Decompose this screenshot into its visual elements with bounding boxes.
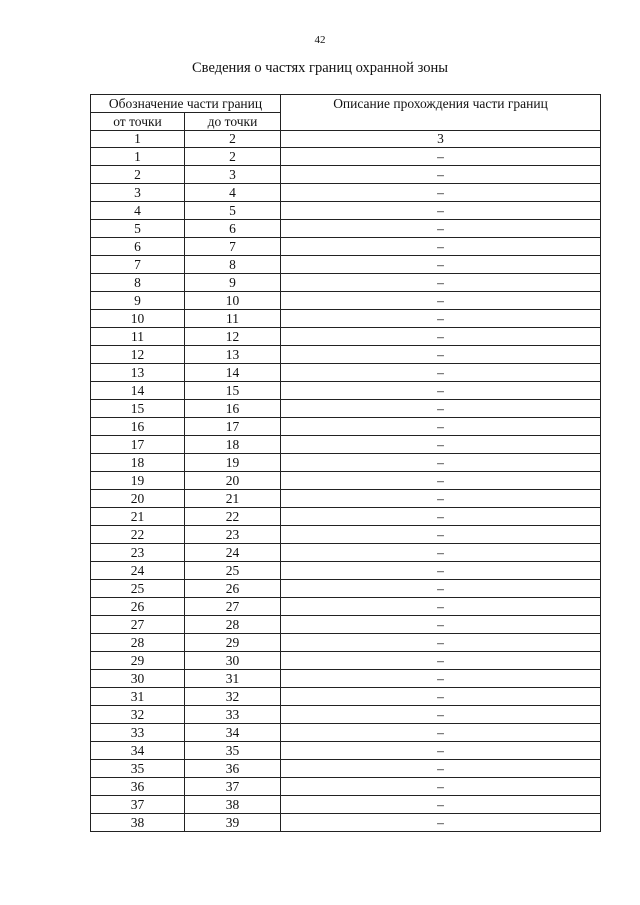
from-point-cell: 19: [91, 472, 185, 490]
to-point-cell: 11: [185, 310, 281, 328]
to-point-cell: 29: [185, 634, 281, 652]
to-point-cell: 6: [185, 220, 281, 238]
table-row: [91, 400, 601, 418]
table-row: [91, 796, 601, 814]
from-point-cell: 11: [91, 328, 185, 346]
to-point-cell: 16: [185, 400, 281, 418]
table-row: [91, 202, 601, 220]
to-point-cell: 36: [185, 760, 281, 778]
to-point-cell: 4: [185, 184, 281, 202]
to-point-cell: 35: [185, 742, 281, 760]
from-point-cell: 16: [91, 418, 185, 436]
from-point-cell: 27: [91, 616, 185, 634]
to-point-cell: 9: [185, 274, 281, 292]
from-point-cell: 38: [91, 814, 185, 832]
table-row: [91, 580, 601, 598]
from-point-cell: 13: [91, 364, 185, 382]
from-point-cell: 4: [91, 202, 185, 220]
from-point-cell: 28: [91, 634, 185, 652]
table-row: [91, 544, 601, 562]
table-row: [91, 562, 601, 580]
to-point-cell: 21: [185, 490, 281, 508]
table-row: [91, 292, 601, 310]
to-point-cell: 22: [185, 508, 281, 526]
to-point-cell: 38: [185, 796, 281, 814]
description-cell: –: [281, 382, 601, 400]
description-cell: –: [281, 292, 601, 310]
to-point-cell: 13: [185, 346, 281, 364]
from-point-cell: 5: [91, 220, 185, 238]
description-cell: –: [281, 238, 601, 256]
table-row: [91, 490, 601, 508]
from-point-cell: 9: [91, 292, 185, 310]
description-cell: –: [281, 562, 601, 580]
to-point-cell: 33: [185, 706, 281, 724]
to-point-cell: 15: [185, 382, 281, 400]
from-point-cell: 21: [91, 508, 185, 526]
description-cell: –: [281, 472, 601, 490]
table-row: [91, 616, 601, 634]
to-point-cell: 24: [185, 544, 281, 562]
table-row: [91, 454, 601, 472]
table-row: [91, 184, 601, 202]
table-row: [91, 166, 601, 184]
table-row: [91, 148, 601, 166]
to-point-cell: 31: [185, 670, 281, 688]
from-point-cell: 25: [91, 580, 185, 598]
table-row: [91, 760, 601, 778]
to-point-cell: 37: [185, 778, 281, 796]
table-row: [91, 670, 601, 688]
from-point-cell: 34: [91, 742, 185, 760]
from-point-cell: 35: [91, 760, 185, 778]
description-cell: –: [281, 742, 601, 760]
to-point-cell: 23: [185, 526, 281, 544]
to-point-cell: 26: [185, 580, 281, 598]
page-number: 42: [314, 34, 326, 46]
from-point-cell: 22: [91, 526, 185, 544]
description-cell: –: [281, 526, 601, 544]
to-point-cell: 5: [185, 202, 281, 220]
table-row: [91, 652, 601, 670]
table-row: [91, 724, 601, 742]
description-cell: –: [281, 166, 601, 184]
table-row: [91, 526, 601, 544]
to-point-cell: 19: [185, 454, 281, 472]
table-row: [91, 346, 601, 364]
to-point-cell: 32: [185, 688, 281, 706]
description-cell: –: [281, 184, 601, 202]
from-point-cell: 17: [91, 436, 185, 454]
description-cell: –: [281, 508, 601, 526]
description-cell: –: [281, 724, 601, 742]
from-point-cell: 18: [91, 454, 185, 472]
description-cell: –: [281, 148, 601, 166]
from-point-cell: 20: [91, 490, 185, 508]
from-point-cell: 29: [91, 652, 185, 670]
to-point-cell: 39: [185, 814, 281, 832]
column-number: 1: [91, 131, 185, 148]
group-header: Обозначение части границ: [91, 95, 281, 113]
table-row: [91, 310, 601, 328]
description-cell: –: [281, 364, 601, 382]
from-point-cell: 8: [91, 274, 185, 292]
from-point-cell: 36: [91, 778, 185, 796]
from-point-cell: 12: [91, 346, 185, 364]
boundary-parts-table: [90, 94, 601, 832]
table-body: [91, 148, 601, 832]
table-row: [91, 436, 601, 454]
from-point-cell: 23: [91, 544, 185, 562]
to-point-cell: 25: [185, 562, 281, 580]
description-cell: –: [281, 418, 601, 436]
table-row: [91, 328, 601, 346]
table-row: [91, 256, 601, 274]
description-cell: –: [281, 220, 601, 238]
page-title: Сведения о частях границ охранной зоны: [192, 60, 448, 76]
table-row: [91, 274, 601, 292]
description-cell: –: [281, 328, 601, 346]
table-row: [91, 238, 601, 256]
table-row: [91, 508, 601, 526]
from-point-cell: 26: [91, 598, 185, 616]
from-point-cell: 1: [91, 148, 185, 166]
from-point-cell: 24: [91, 562, 185, 580]
table-row: [91, 220, 601, 238]
table-row: [91, 472, 601, 490]
description-cell: –: [281, 616, 601, 634]
to-point-cell: 3: [185, 166, 281, 184]
description-cell: –: [281, 274, 601, 292]
to-point-cell: 10: [185, 292, 281, 310]
description-cell: –: [281, 202, 601, 220]
table-row: [91, 382, 601, 400]
from-point-cell: 14: [91, 382, 185, 400]
description-cell: –: [281, 634, 601, 652]
from-point-cell: 30: [91, 670, 185, 688]
description-cell: –: [281, 400, 601, 418]
to-point-cell: 2: [185, 148, 281, 166]
description-cell: –: [281, 598, 601, 616]
to-point-cell: 8: [185, 256, 281, 274]
to-point-cell: 7: [185, 238, 281, 256]
description-cell: –: [281, 670, 601, 688]
to-point-header: до точки: [185, 113, 281, 131]
to-point-cell: 17: [185, 418, 281, 436]
to-point-cell: 34: [185, 724, 281, 742]
table-row: [91, 364, 601, 382]
from-point-cell: 6: [91, 238, 185, 256]
table-row: [91, 814, 601, 832]
from-point-cell: 32: [91, 706, 185, 724]
from-point-cell: 3: [91, 184, 185, 202]
from-point-cell: 7: [91, 256, 185, 274]
description-cell: –: [281, 760, 601, 778]
description-cell: –: [281, 580, 601, 598]
to-point-cell: 27: [185, 598, 281, 616]
table-row: [91, 778, 601, 796]
description-cell: –: [281, 652, 601, 670]
table-row: [91, 418, 601, 436]
column-number: 2: [185, 131, 281, 148]
description-cell: –: [281, 544, 601, 562]
description-cell: –: [281, 454, 601, 472]
description-header: Описание прохождения части границ: [281, 95, 601, 131]
table-row: [91, 706, 601, 724]
from-point-header: от точки: [91, 113, 185, 131]
column-number: 3: [281, 131, 601, 148]
description-cell: –: [281, 490, 601, 508]
table-row: [91, 688, 601, 706]
description-cell: –: [281, 310, 601, 328]
description-cell: –: [281, 688, 601, 706]
description-cell: –: [281, 346, 601, 364]
to-point-cell: 14: [185, 364, 281, 382]
from-point-cell: 15: [91, 400, 185, 418]
to-point-cell: 20: [185, 472, 281, 490]
to-point-cell: 30: [185, 652, 281, 670]
description-cell: –: [281, 436, 601, 454]
to-point-cell: 28: [185, 616, 281, 634]
description-cell: –: [281, 706, 601, 724]
from-point-cell: 33: [91, 724, 185, 742]
from-point-cell: 10: [91, 310, 185, 328]
to-point-cell: 12: [185, 328, 281, 346]
description-cell: –: [281, 814, 601, 832]
to-point-cell: 18: [185, 436, 281, 454]
description-cell: –: [281, 778, 601, 796]
table-row: [91, 742, 601, 760]
from-point-cell: 2: [91, 166, 185, 184]
from-point-cell: 37: [91, 796, 185, 814]
table-row: [91, 598, 601, 616]
from-point-cell: 31: [91, 688, 185, 706]
description-cell: –: [281, 796, 601, 814]
table-row: [91, 634, 601, 652]
description-cell: –: [281, 256, 601, 274]
